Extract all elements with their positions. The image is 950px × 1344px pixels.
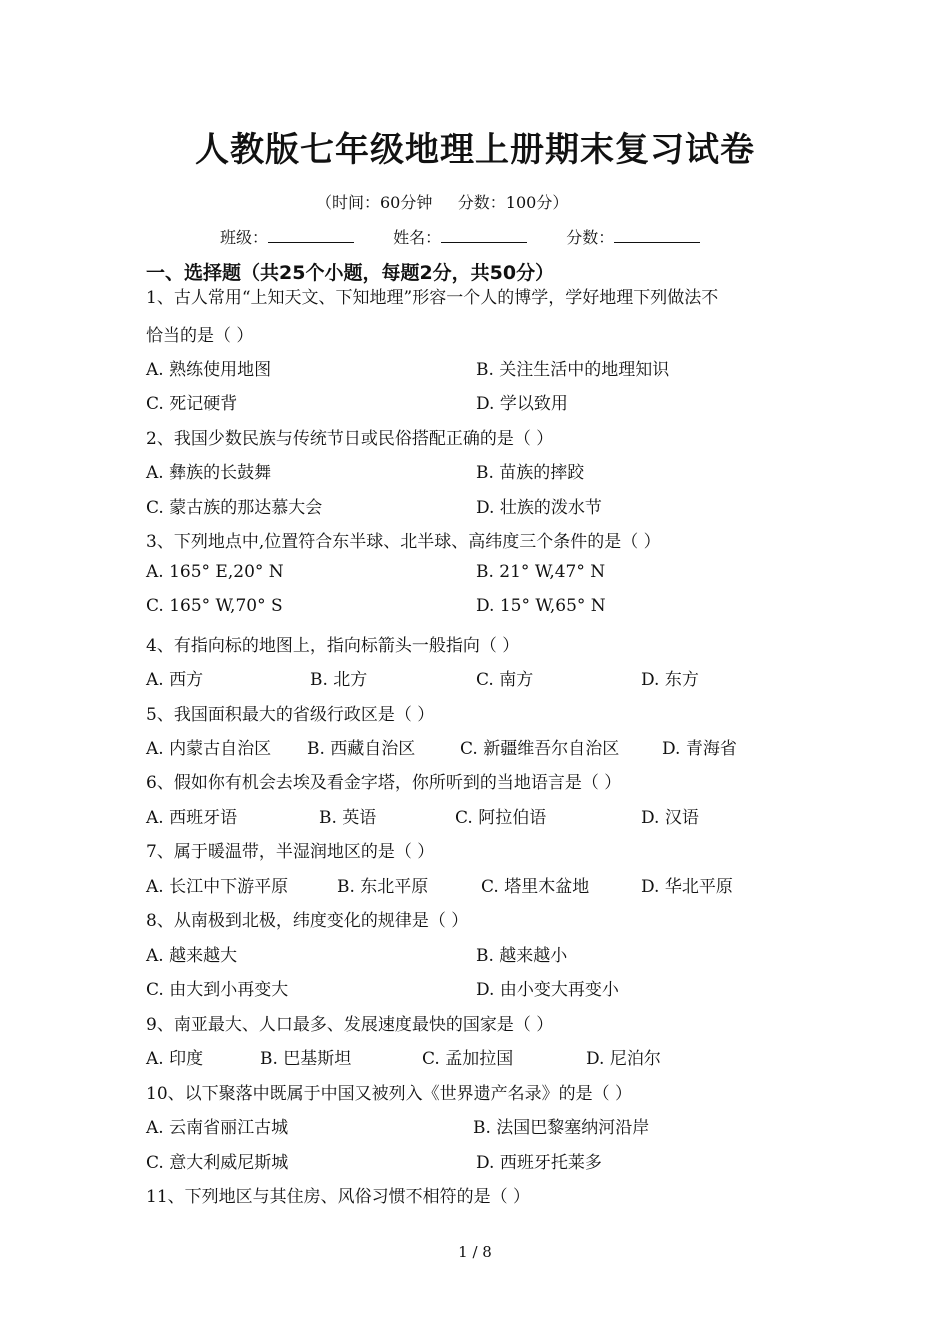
- student-info-fields: [220, 225, 734, 248]
- q6-option-a: A. 西班牙语: [146, 808, 238, 828]
- q10-option-a: A. 云南省丽江古城: [146, 1118, 289, 1138]
- q5-option-d: D. 青海省: [662, 739, 737, 759]
- question-8-text: 8、从南极到北极，纬度变化的规律是（ ）: [146, 911, 469, 931]
- question-1-text: 1、古人常用“上知天文、下知地理”形容一个人的博学，学好地理下列做法不: [146, 288, 719, 308]
- q4-option-b: B. 北方: [310, 670, 368, 690]
- q9-option-b: B. 巴基斯坦: [260, 1049, 352, 1069]
- q5-option-c: C. 新疆维吾尔自治区: [460, 739, 620, 759]
- q1-option-c: C. 死记硬背: [146, 394, 238, 414]
- question-1-text-cont: 恰当的是（ ）: [146, 326, 254, 346]
- q7-option-a: A. 长江中下游平原: [146, 877, 289, 897]
- q1-option-a: A. 熟练使用地图: [146, 360, 272, 380]
- question-5-text: 5、我国面积最大的省级行政区是（ ）: [146, 705, 435, 725]
- q7-option-b: B. 东北平原: [337, 877, 429, 897]
- q4-option-a: A. 西方: [146, 670, 204, 690]
- q4-option-d: D. 东方: [641, 670, 699, 690]
- q10-option-d: D. 西班牙托莱多: [476, 1153, 602, 1173]
- q3-option-a: A. 165° E,20° N: [146, 562, 284, 582]
- q6-option-d: D. 汉语: [641, 808, 699, 828]
- q3-option-c: C. 165° W,70° S: [146, 596, 283, 616]
- q7-option-d: D. 华北平原: [641, 877, 733, 897]
- question-9-text: 9、南亚最大、人口最多、发展速度最快的国家是（ ）: [146, 1015, 554, 1035]
- time-score-info: （时间：60分钟 分数：100分）: [316, 193, 569, 212]
- q6-option-b: B. 英语: [319, 808, 377, 828]
- q2-option-c: C. 蒙古族的那达慕大会: [146, 498, 323, 518]
- q8-option-d: D. 由小变大再变小: [476, 980, 619, 1000]
- q1-option-b: B. 关注生活中的地理知识: [476, 360, 670, 380]
- score-field: 分数：: [566, 225, 700, 248]
- class-field: 班级：: [220, 225, 354, 248]
- q4-option-c: C. 南方: [476, 670, 534, 690]
- q9-option-a: A. 印度: [146, 1049, 204, 1069]
- exam-title: 人教版七年级地理上册期末复习试卷: [195, 130, 755, 170]
- q10-option-b: B. 法国巴黎塞纳河沿岸: [473, 1118, 650, 1138]
- question-11-text: 11、下列地区与其住房、风俗习惯不相符的是（ ）: [146, 1187, 531, 1207]
- q9-option-d: D. 尼泊尔: [586, 1049, 661, 1069]
- question-6-text: 6、假如你有机会去埃及看金字塔，你所听到的当地语言是（ ）: [146, 773, 622, 793]
- q10-option-c: C. 意大利威尼斯城: [146, 1153, 289, 1173]
- q3-option-b: B. 21° W,47° N: [476, 562, 606, 582]
- q7-option-c: C. 塔里木盆地: [481, 877, 590, 897]
- q1-option-d: D. 学以致用: [476, 394, 568, 414]
- name-field: 姓名：: [393, 225, 527, 248]
- score-blank[interactable]: [614, 228, 700, 243]
- question-3-text: 3、下列地点中,位置符合东半球、北半球、高纬度三个条件的是（ ）: [146, 532, 661, 552]
- q5-option-a: A. 内蒙古自治区: [146, 739, 272, 759]
- q2-option-d: D. 壮族的泼水节: [476, 498, 602, 518]
- name-blank[interactable]: [441, 228, 527, 243]
- q9-option-c: C. 孟加拉国: [422, 1049, 514, 1069]
- question-10-text: 10、以下聚落中既属于中国又被列入《世界遗产名录》的是（ ）: [146, 1084, 633, 1104]
- q8-option-b: B. 越来越小: [476, 946, 568, 966]
- class-blank[interactable]: [268, 228, 354, 243]
- q3-option-d: D. 15° W,65° N: [476, 596, 606, 616]
- page-number: 1 / 8: [458, 1243, 492, 1261]
- q2-option-a: A. 彝族的长鼓舞: [146, 463, 272, 483]
- question-4-text: 4、有指向标的地图上，指向标箭头一般指向（ ）: [146, 636, 520, 656]
- q2-option-b: B. 苗族的摔跤: [476, 463, 585, 483]
- q6-option-c: C. 阿拉伯语: [455, 808, 547, 828]
- question-7-text: 7、属于暖温带，半湿润地区的是（ ）: [146, 842, 435, 862]
- section-heading: 一、选择题（共25个小题，每题2分，共50分）: [146, 262, 555, 284]
- q5-option-b: B. 西藏自治区: [307, 739, 416, 759]
- q8-option-c: C. 由大到小再变大: [146, 980, 289, 1000]
- q8-option-a: A. 越来越大: [146, 946, 238, 966]
- question-2-text: 2、我国少数民族与传统节日或民俗搭配正确的是（ ）: [146, 429, 554, 449]
